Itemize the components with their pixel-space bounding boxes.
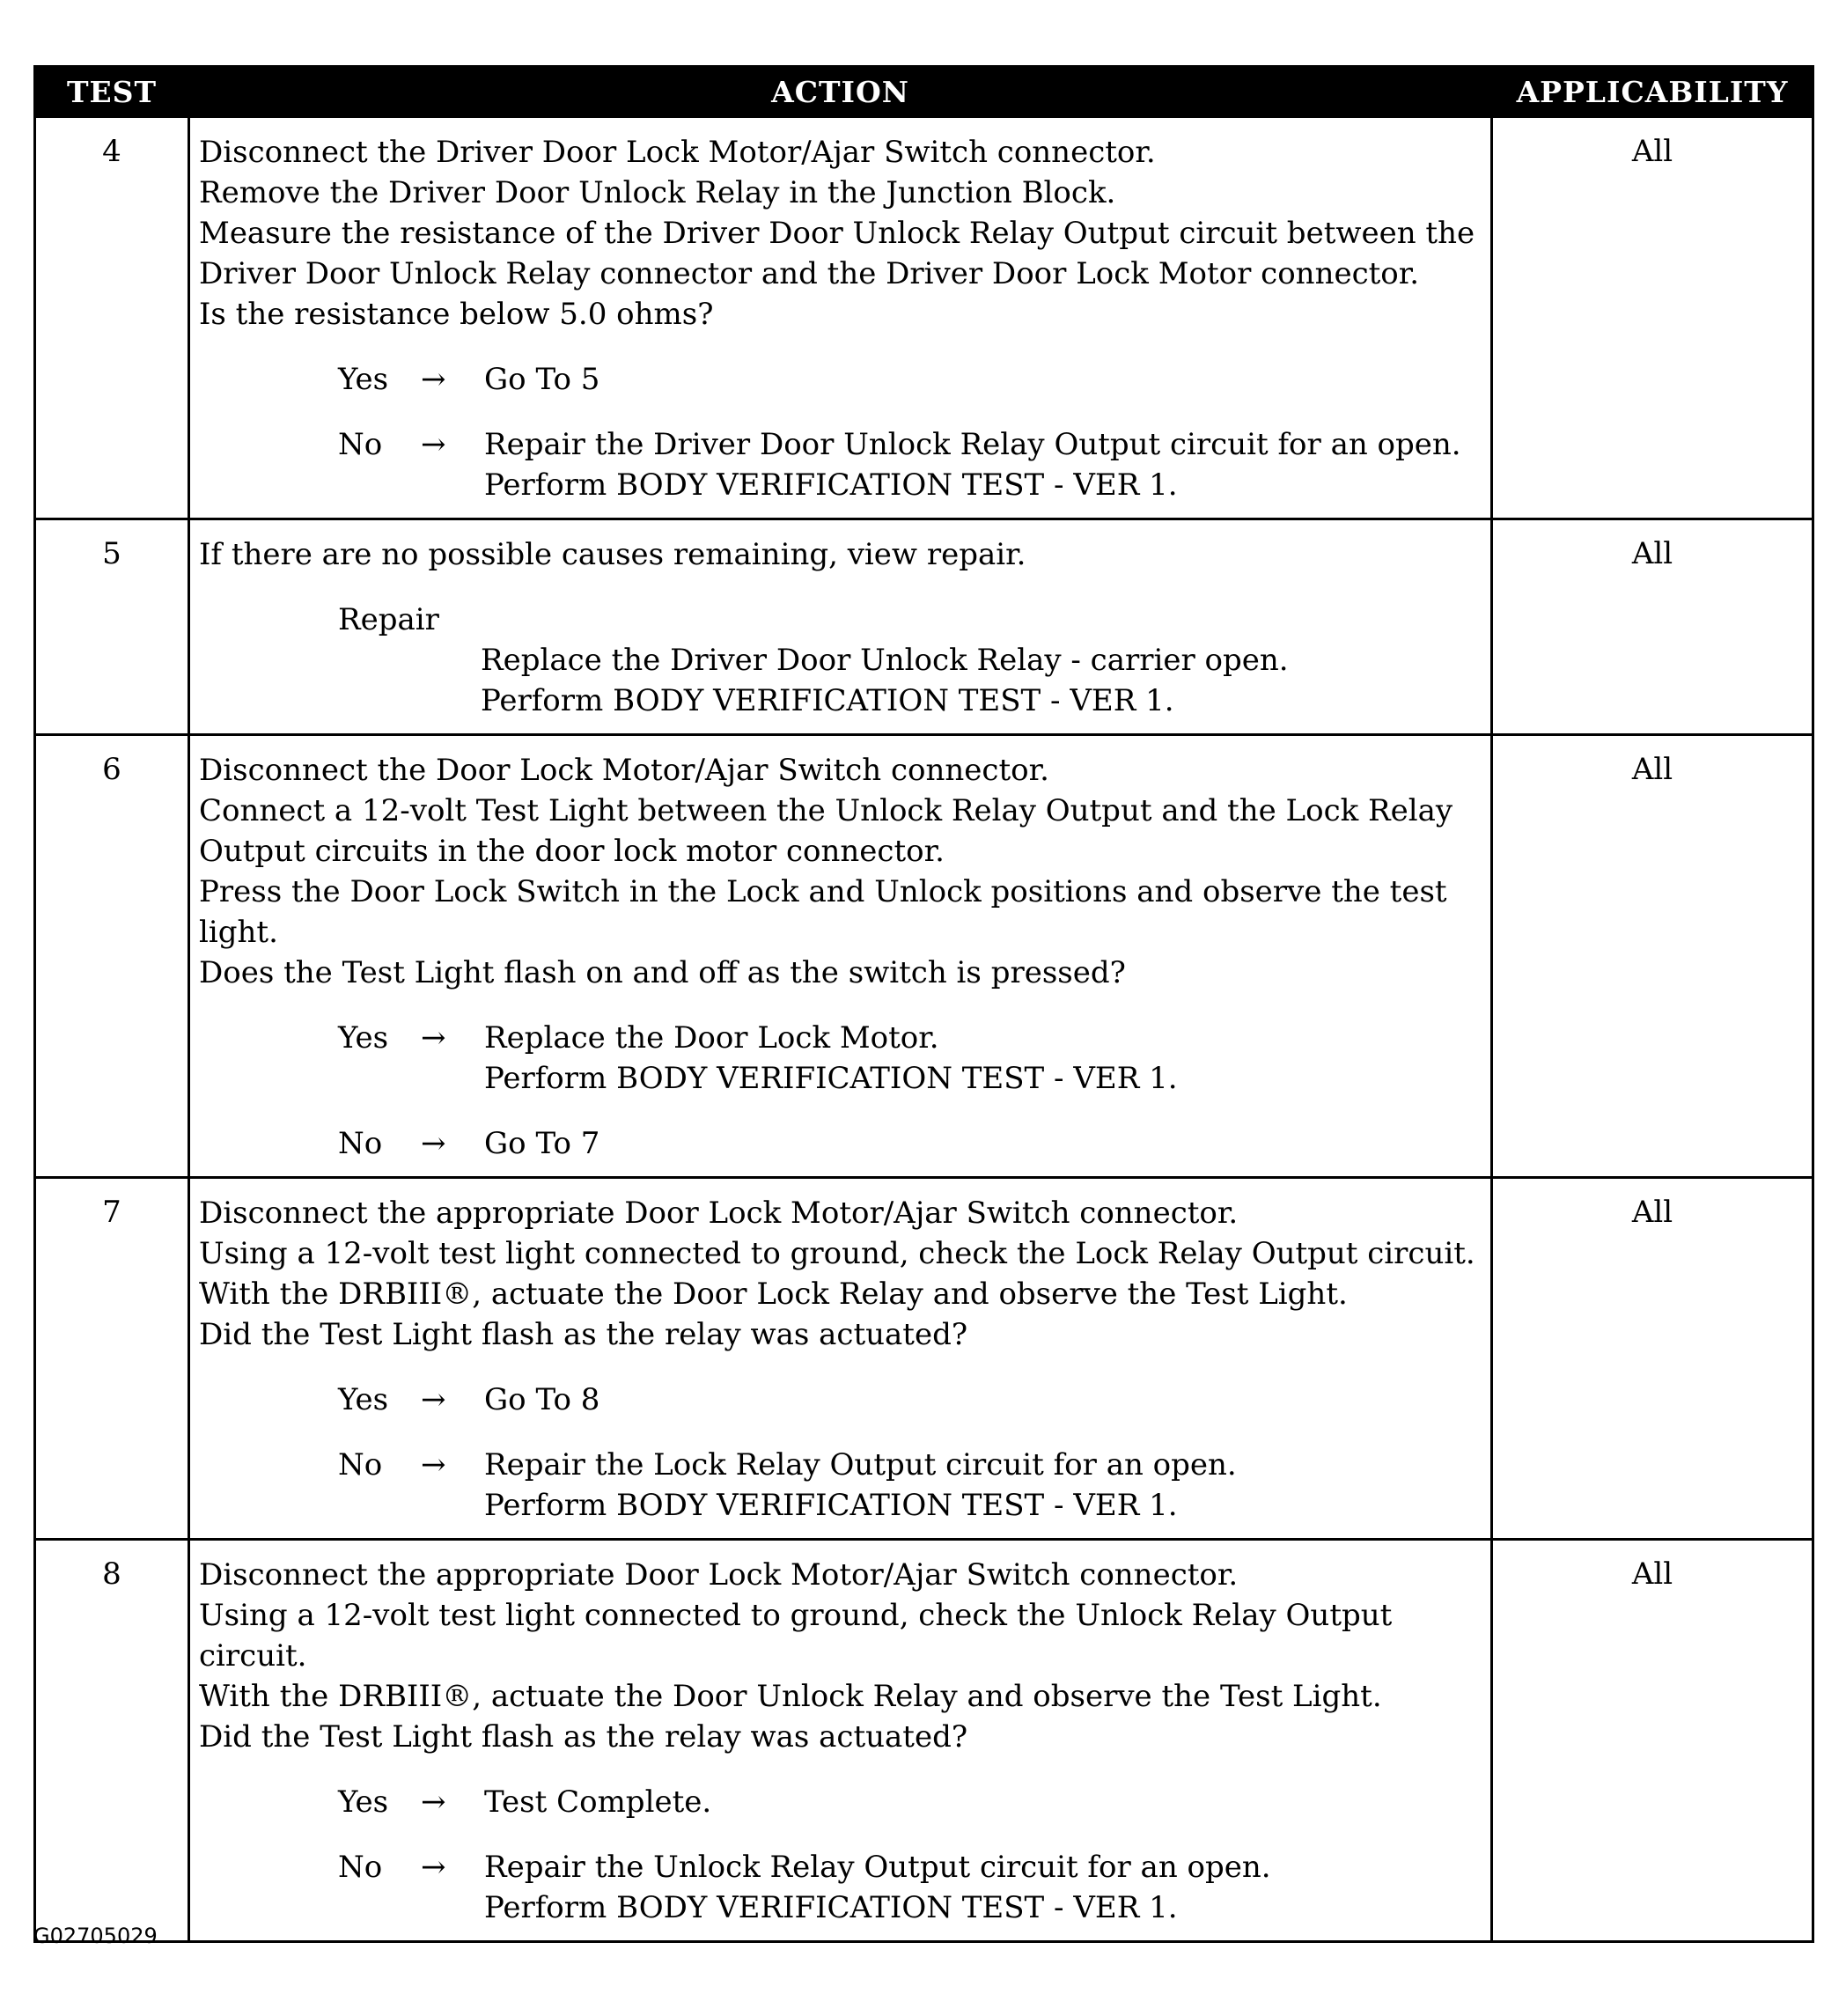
action-step: Disconnect the Driver Door Lock Motor/Ajar Switch connector. [199,135,1156,170]
table-row [35,1540,1813,1942]
table-header-row [35,67,1813,117]
outcome-result [484,359,599,400]
outcome-no [199,424,1482,505]
table-row [35,519,1813,735]
action-step: Disconnect the appropriate Door Lock Motor/Ajar Switch connector. [199,1557,1239,1593]
outcome-result [484,1782,711,1822]
applicability: All [1492,1178,1813,1540]
right-arrow-icon: → [421,1850,446,1885]
action-step: Disconnect the Door Lock Motor/Ajar Switch connector. [199,753,1049,788]
repair-line: Replace the Driver Door Unlock Relay - carrier open. [481,643,1289,678]
outcome-result [484,424,1461,505]
test-number: 5 [35,519,189,735]
action-step: Measure the resistance of the Driver Door Unlock Relay Output circuit between the Driver Door Unlock Relay connector and the Driver Door Lock Motor connector. [199,216,1475,291]
action-cell [189,117,1492,519]
right-arrow-icon: → [421,1784,446,1820]
right-arrow-icon: → [421,1126,446,1161]
outcome-line: Go To 5 [484,362,600,397]
outcome-no [199,1847,1482,1928]
right-arrow-icon: → [421,1447,446,1483]
action-cell [189,735,1492,1178]
table-row [35,117,1813,519]
applicability: All [1492,519,1813,735]
applicability: All [1492,1540,1813,1942]
action-step: If there are no possible causes remaining, view repair. [199,537,1026,572]
right-arrow-icon: → [421,427,446,462]
action-step: With the DRBIII®, actuate the Door Lock Relay and observe the Test Light. [199,1277,1348,1312]
action-step: Connect a 12-volt Test Light between the Unlock Relay Output and the Lock Relay Output circuits in the door lock motor connector. [199,793,1453,869]
outcome-no [199,1123,1482,1164]
outcome-line: Test Complete. [484,1784,712,1820]
outcome-result [484,1445,1237,1526]
table-row [35,1178,1813,1540]
outcome-label: Yes [338,1020,389,1056]
applicability: All [1492,735,1813,1178]
outcome-line: Perform BODY VERIFICATION TEST - VER 1. [484,1890,1178,1925]
outcome-no [199,1445,1482,1526]
diagnostic-test-page [33,65,1812,1943]
repair-instructions [481,640,1482,721]
test-number: 4 [35,117,189,519]
header-applicability: APPLICABILITY [1492,67,1813,117]
right-arrow-icon: → [421,1382,446,1417]
outcome-label: No [338,427,383,462]
action-step: Did the Test Light flash as the relay was actuated? [199,1317,968,1352]
outcome-label: Yes [338,1784,389,1820]
action-step: Is the resistance below 5.0 ohms? [199,297,714,332]
outcome-line: Go To 7 [484,1126,600,1161]
outcome-label: Yes [338,362,389,397]
applicability: All [1492,117,1813,519]
test-number: 7 [35,1178,189,1540]
test-number: 6 [35,735,189,1178]
action-step: Did the Test Light flash as the relay was actuated? [199,1719,968,1755]
outcome-line: Perform BODY VERIFICATION TEST - VER 1. [484,1061,1178,1096]
figure-id: G02705029 [33,1924,158,1948]
outcome-label: No [338,1447,383,1483]
action-cell [189,519,1492,735]
outcome-yes [199,1018,1482,1099]
action-step: With the DRBIII®, actuate the Door Unlock Relay and observe the Test Light. [199,1679,1382,1714]
outcome-label: No [338,1126,383,1161]
diagnostic-test-table [33,65,1814,1943]
outcome-line: Replace the Door Lock Motor. [484,1020,939,1056]
outcome-result [484,1123,599,1164]
outcome-line: Perform BODY VERIFICATION TEST - VER 1. [484,1488,1178,1523]
action-step: Does the Test Light flash on and off as the switch is pressed? [199,955,1126,990]
outcome-result [484,1380,599,1420]
header-test: TEST [35,67,189,117]
test-number: 8 [35,1540,189,1942]
header-action: ACTION [189,67,1492,117]
action-step: Disconnect the appropriate Door Lock Motor/Ajar Switch connector. [199,1196,1239,1231]
outcome-yes [199,1782,1482,1822]
repair-label: Repair [338,602,439,637]
outcome-line: Repair the Unlock Relay Output circuit for an open. [484,1850,1271,1885]
outcome-result [484,1018,1178,1099]
outcome-yes [199,359,1482,400]
action-step: Remove the Driver Door Unlock Relay in the Junction Block. [199,175,1116,210]
right-arrow-icon: → [421,362,446,397]
repair-line: Perform BODY VERIFICATION TEST - VER 1. [481,683,1174,718]
action-step: Using a 12-volt test light connected to ground, check the Lock Relay Output circuit. [199,1236,1475,1271]
outcome-line: Repair the Driver Door Unlock Relay Output circuit for an open. [484,427,1461,462]
action-cell [189,1178,1492,1540]
outcome-label: No [338,1850,383,1885]
table-row [35,735,1813,1178]
action-step: Using a 12-volt test light connected to ground, check the Unlock Relay Output circuit. [199,1598,1393,1674]
table-body [35,117,1813,1942]
outcome-line: Repair the Lock Relay Output circuit for an open. [484,1447,1237,1483]
outcome-line: Perform BODY VERIFICATION TEST - VER 1. [484,467,1178,503]
outcome-line: Go To 8 [484,1382,600,1417]
action-step: Press the Door Lock Switch in the Lock and Unlock positions and observe the test light. [199,874,1447,950]
outcome-yes [199,1380,1482,1420]
action-cell [189,1540,1492,1942]
outcome-result [484,1847,1271,1928]
outcome-label: Yes [338,1382,389,1417]
right-arrow-icon: → [421,1020,446,1056]
